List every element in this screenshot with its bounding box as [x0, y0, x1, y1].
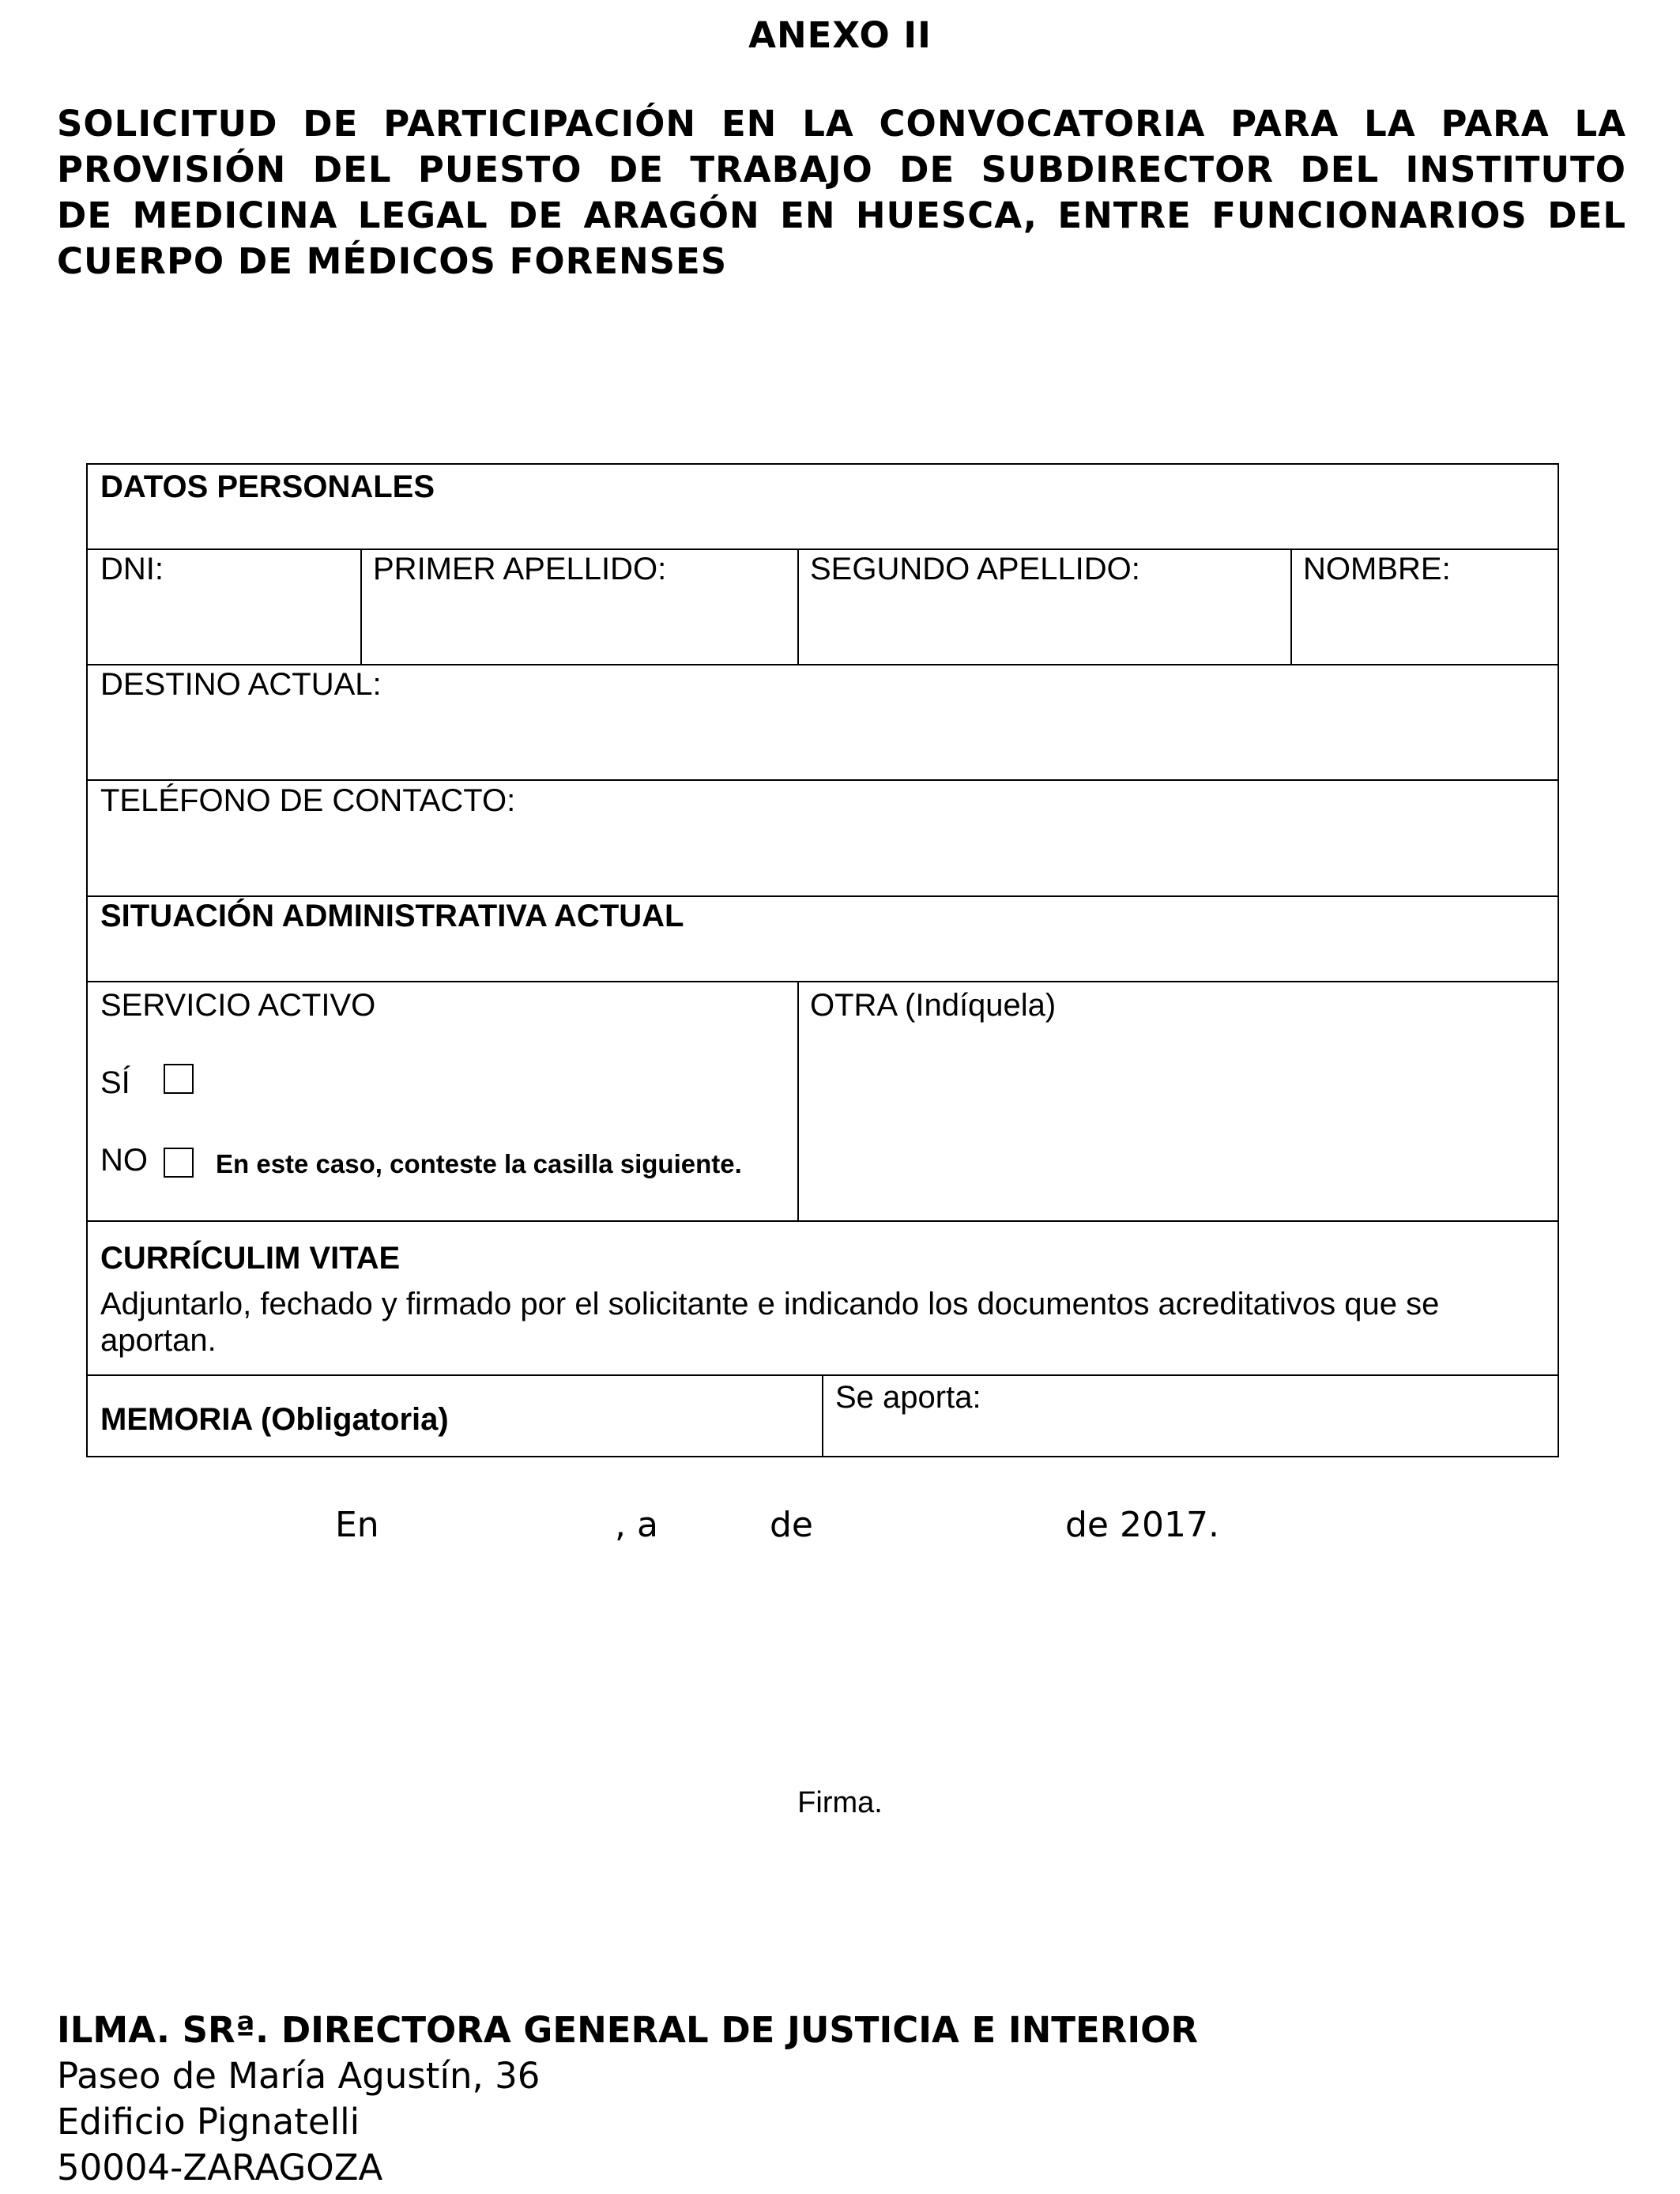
signature-label: Firma. — [797, 1786, 883, 1819]
no-checkbox[interactable] — [164, 1148, 194, 1178]
current-post-label: DESTINO ACTUAL: — [100, 667, 382, 702]
section-heading-situation: SITUACIÓN ADMINISTRATIVA ACTUAL — [100, 899, 684, 933]
document-title — [57, 101, 1626, 285]
cv-instructions-cont: aportan. — [100, 1323, 217, 1358]
title-line: PROVISIÓN DEL PUESTO DE TRABAJO DE SUBDIRECTOR DEL INSTITUTO — [57, 149, 1626, 190]
column-divider — [822, 1374, 823, 1457]
no-label: NO — [100, 1143, 148, 1178]
section-heading-cv: CURRÍCULIM VITAE — [100, 1241, 401, 1276]
row-divider — [88, 548, 1558, 550]
title-line: SOLICITUD DE PARTICIPACIÓN EN LA CONVOCATORIA PARA LA PARA LA — [57, 103, 1626, 145]
title-line: DE MEDICINA LEGAL DE ARAGÓN EN HUESCA, ENTRE FUNCIONARIOS DEL — [57, 194, 1626, 236]
active-service-label: SERVICIO ACTIVO — [100, 988, 376, 1023]
application-form — [86, 463, 1559, 1457]
memoria-label: MEMORIA (Obligatoria) — [100, 1402, 449, 1437]
second-surname-label: SEGUNDO APELLIDO: — [810, 552, 1140, 586]
column-divider — [797, 548, 799, 664]
annex-title: ANEXO II — [748, 14, 932, 56]
address-building: Edificio Pignatelli — [57, 2101, 360, 2143]
cv-instructions: Adjuntarlo, fechado y firmado por el solicitante e indicando los documentos acreditativos que se — [100, 1287, 1440, 1321]
other-situation-label: OTRA (Indíquela) — [810, 988, 1057, 1023]
recipient: ILMA. SRª. DIRECTORA GENERAL DE JUSTICIA E INTERIOR — [57, 2009, 1199, 2051]
date-year: de 2017. — [1065, 1505, 1219, 1545]
row-divider — [88, 895, 1558, 897]
yes-label: SÍ — [100, 1065, 130, 1100]
column-divider — [1290, 548, 1292, 664]
dni-label: DNI: — [100, 552, 164, 586]
column-divider — [797, 981, 799, 1220]
address-city: 50004-ZARAGOZA — [57, 2147, 383, 2188]
row-divider — [88, 1220, 1558, 1222]
date-en: En — [335, 1505, 379, 1545]
name-label: NOMBRE: — [1303, 552, 1451, 586]
row-divider — [88, 981, 1558, 982]
row-divider — [88, 779, 1558, 781]
se-aporta-label: Se aporta: — [835, 1380, 981, 1415]
date-a: , a — [615, 1505, 658, 1545]
yes-checkbox[interactable] — [164, 1064, 194, 1094]
column-divider — [360, 548, 362, 664]
date-de: de — [770, 1505, 813, 1545]
address-street: Paseo de María Agustín, 36 — [57, 2055, 541, 2097]
section-heading-personal: DATOS PERSONALES — [100, 469, 435, 504]
phone-label: TELÉFONO DE CONTACTO: — [100, 783, 516, 818]
title-line: CUERPO DE MÉDICOS FORENSES — [57, 240, 728, 282]
no-note: En este caso, conteste la casilla siguiente. — [216, 1149, 742, 1178]
row-divider — [88, 664, 1558, 665]
first-surname-label: PRIMER APELLIDO: — [373, 552, 667, 586]
